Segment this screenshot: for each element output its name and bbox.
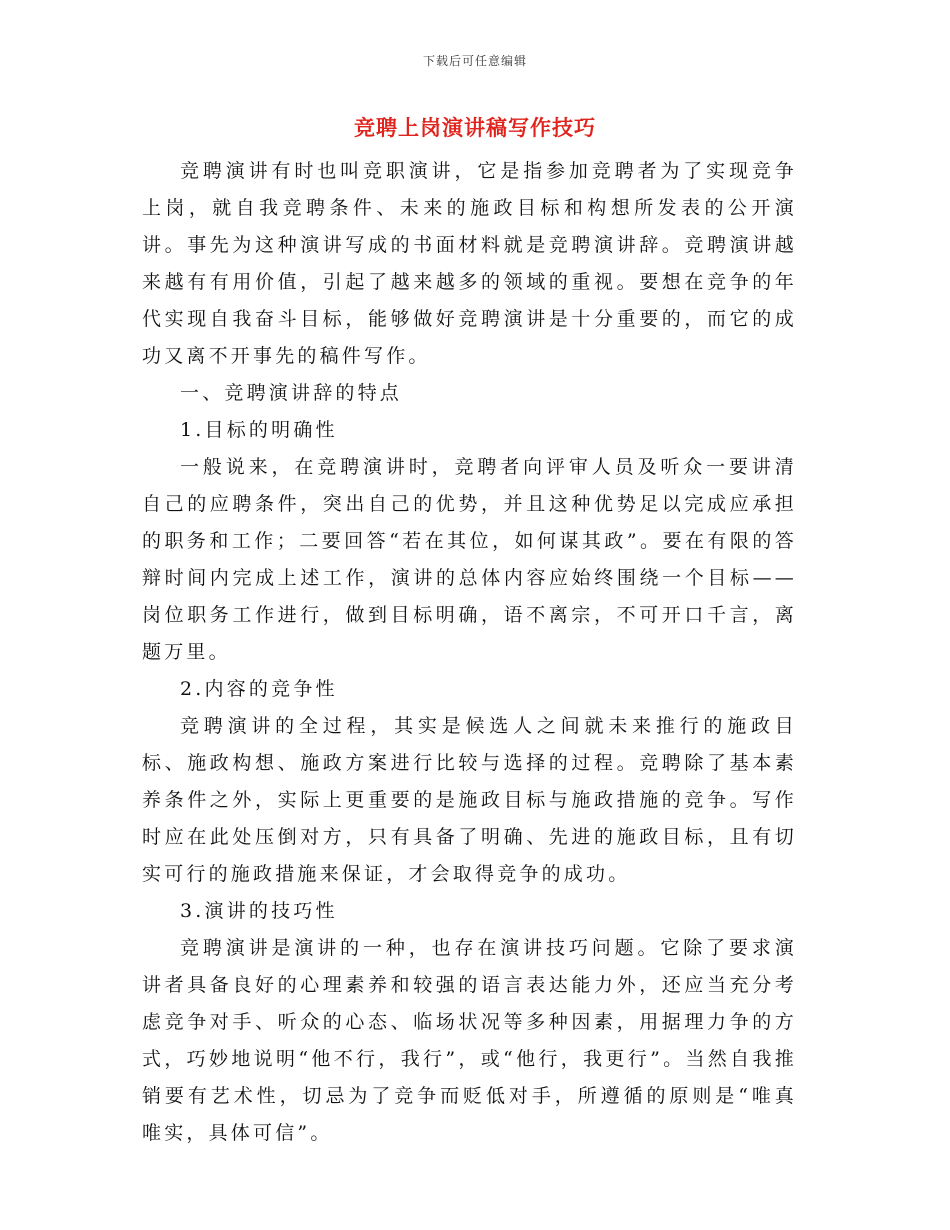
document-title: 竞聘上岗演讲稿写作技巧 xyxy=(354,115,596,140)
header-note: 下载后可任意编辑 xyxy=(422,54,527,68)
paragraph-content-competitiveness: 竞聘演讲的全过程，其实是候选人之间就未来推行的施政目标、施政构想、施政方案进行比较与选择的过程。竞聘除了基本素养条件之外，实际上更重要的是施政目标与施政措施的竞争。写作时应在此处压倒对方，只有具备了明确、先进的施政目标，且有切实可行的施政措施来保证，才会取得竞争的成功。 xyxy=(142,715,797,885)
paragraph-goal-clarity: 一般说来，在竞聘演讲时，竞聘者向评审人员及听众一要讲清自己的应聘条件，突出自己的优势，并且这种优势足以完成应承担的职务和工作；二要回答“若在其位，如何谋其政”。要在有限的答辩时间内完成上述工作，演讲的总体内容应始终围绕一个目标——岗位职务工作进行，做到目标明确，语不离宗，不可开口千言，离题万里。 xyxy=(142,456,797,663)
intro-paragraph: 竞聘演讲有时也叫竞职演讲，它是指参加竞聘者为了实现竞争上岗，就自我竞聘条件、未来的施政目标和构想所发表的公开演讲。事先为这种演讲写成的书面材料就是竞聘演讲辞。竞聘演讲越来越有有用价值，引起了越来越多的领域的重视。要想在竞争的年代实现自我奋斗目标，能够做好竞聘演讲是十分重要的，而它的成功又离不开事先的稿件写作。 xyxy=(142,160,797,367)
document-body xyxy=(142,153,797,1152)
subheading-content-competitiveness: 2.内容的竞争性 xyxy=(180,678,338,700)
subheading-speech-skill: 3.演讲的技巧性 xyxy=(180,900,338,922)
subheading-goal-clarity: 1.目标的明确性 xyxy=(180,419,338,441)
paragraph-speech-skill: 竞聘演讲是演讲的一种，也存在演讲技巧问题。它除了要求演讲者具备良好的心理素养和较强的语言表达能力外，还应当充分考虑竞争对手、听众的心态、临场状况等多种因素，用据理力争的方式，巧妙地说明“他不行，我行”，或“他行，我更行”。当然自我推销要有艺术性，切忌为了竞争而贬低对手，所遵循的原则是“唯真唯实，具体可信”。 xyxy=(142,937,797,1144)
section-heading-characteristics: 一、竞聘演讲辞的特点 xyxy=(180,382,403,404)
